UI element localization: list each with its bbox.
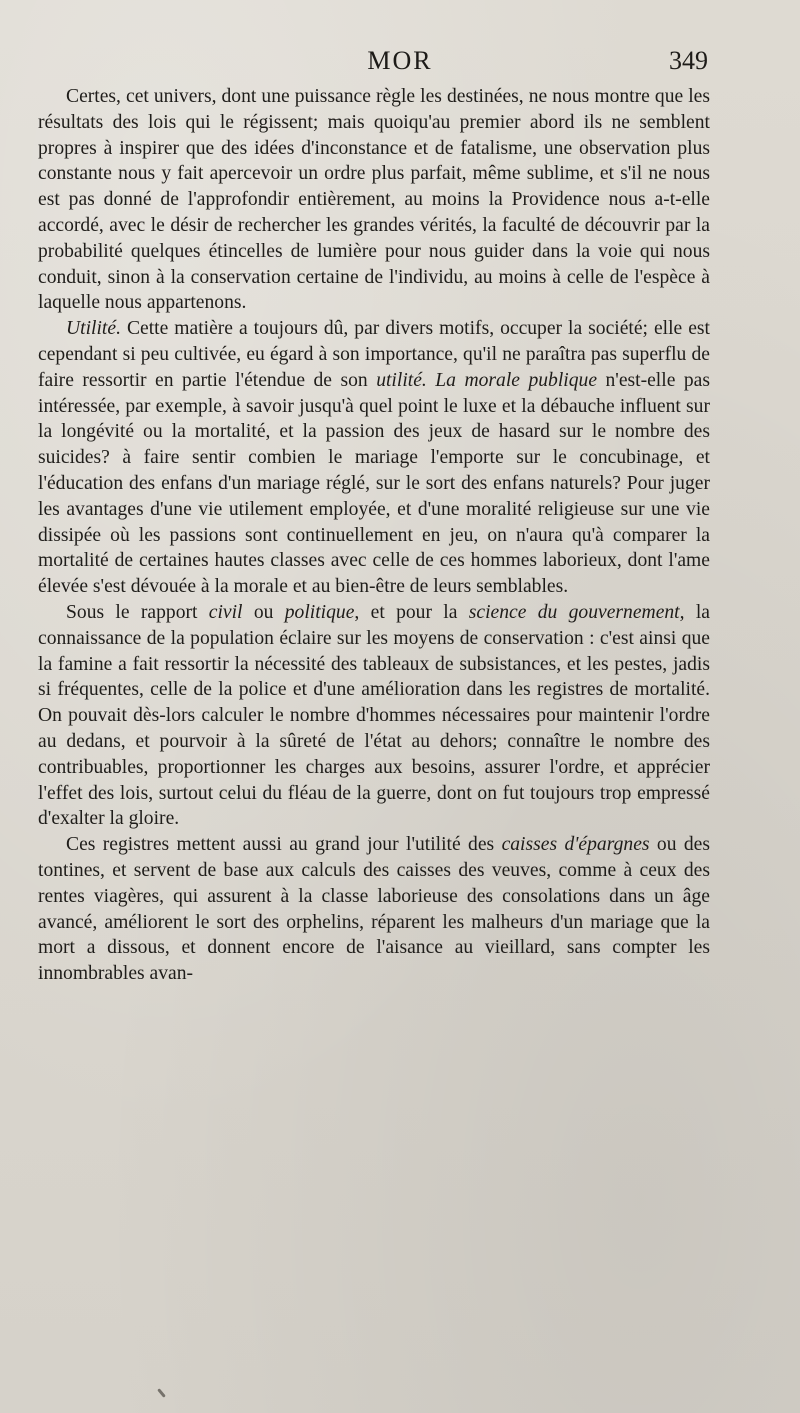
italic-text: Utilité. [66, 318, 121, 340]
text-run: n'est-elle pas intéressée, par exemple, à savoir jusqu'à quel point le luxe et la débauche influent sur la longévité ou la mortalité, et la passion des jeux de hasard sur le nombre des suicides? à faire sentir combien le mariage l'emporte sur le concubinage, et l'éducation des enfans d'un mariage réglé, sur le sort des enfans naturels? Pour juger les avantages d'une vie utilement employée, et d'une moralité religieuse sur une vie dissipée où les passions sont continuellement en jeu, on n'aura qu'à comparer la mortalité de certaines hautes classes avec celle de ces hommes laborieux, dont l'ame élevée s'est dévouée à la morale et au bien-être de leurs semblables. [38, 369, 710, 598]
paper-speck [157, 1388, 166, 1398]
italic-text: politique [284, 601, 355, 623]
paragraph-3 [38, 600, 710, 832]
text-run: Ces registres mettent aussi au grand jour l'utilité des [66, 834, 502, 856]
italic-text: civil [208, 601, 243, 623]
paragraph-1 [38, 84, 710, 316]
paragraph-4 [38, 832, 710, 987]
italic-text: utilité. La morale publique [376, 369, 598, 391]
text-run: ou [242, 601, 285, 623]
page-number: 349 [669, 46, 708, 75]
paragraph-2 [38, 316, 710, 600]
running-head: MOR [367, 46, 433, 75]
text-run: la connaissance de la population éclaire sur les moyens de conservation : c'est ainsi que la famine a fait ressortir la nécessité des tableaux de subsistances, et les pestes, jadis si fréquentes, celle de la police et d'une amélioration dans les registres de mortalité. On pouvait dès-lors calculer le nombre d'hommes nécessaires pour maintenir l'ordre au dedans, et pourvoir à la sûreté de l'état au dehors; connaître le nombre des contribuables, proportionner les charges aux besoins, assurer l'ordre, et apprécier l'effet des lois, surtout celui du fléau de la guerre, dont on fut toujours trop empressé d'exalter la gloire. [38, 601, 710, 830]
text-run: Sous le rapport [66, 601, 209, 623]
body-text [38, 84, 710, 987]
text-run: , et pour la [354, 601, 469, 623]
text-run: Certes, cet univers, dont une puissance règle les destinées, ne nous montre que les résultats des lois qui le régissent; mais quoiqu'au premier abord ils ne semblent propres à inspirer que des idées d'inconstance et de fatalisme, une observation plus constante nous y fait apercevoir un ordre plus parfait, même sublime, et s'il ne nous est pas donné de l'approfondir entièrement, au moins la Providence nous a-t-elle accordé, avec le désir de rechercher les grandes vérités, la faculté de découvrir par la probabilité quelques étincelles de lumière pour nous guider dans la voie qui nous conduit, sinon à la conservation certaine de l'individu, au moins à celle de l'espèce à laquelle nous appartenons. [38, 86, 710, 314]
italic-text: science du gouvernement, [468, 601, 685, 623]
text-run: Cette matière a toujours dû, par divers motifs, occuper la société; elle est cependant si peu cultivée, eu égard à son importance, qu'il ne paraîtra pas superflu de faire ressortir en partie l'étendue de son [38, 318, 710, 391]
page-header [0, 46, 800, 82]
italic-text: caisses d'épargnes [501, 834, 650, 856]
text-run: ou des tontines, et servent de base aux calculs des caisses des veuves, comme à ceux des rentes viagères, qui assurent à la classe laborieuse des consolations dans un âge avancé, améliorent le sort des orphelins, réparent les malheurs d'un mariage que la mort a dissous, et donnent encore de l'aisance au vieillard, sans compter les innombrables avan- [38, 834, 711, 985]
